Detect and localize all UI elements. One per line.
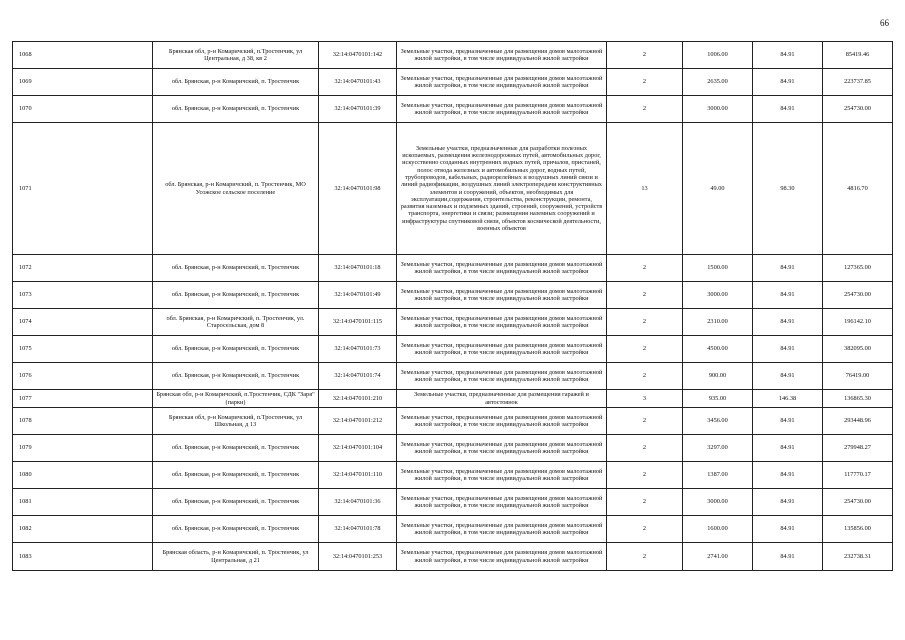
address-cell: обл. Брянская, р-н Комаричский, п. Тростенчик — [153, 96, 319, 123]
cadastral-number-cell: 32:14:0470101:253 — [319, 543, 397, 571]
address-cell: Брянская область, р-н Комаричский, п. Тростенчик, ул Центральная, д 21 — [153, 543, 319, 571]
land-use-cell: Земельные участки, предназначенные для размещения гаражей и автостоянок — [397, 390, 607, 408]
rate-cell: 84.91 — [753, 363, 823, 390]
table-row — [13, 282, 893, 309]
cadastral-number-cell: 32:14:0470101:49 — [319, 282, 397, 309]
cadastral-value-cell: 85419.46 — [823, 42, 893, 69]
cadastral-number-cell: 32:14:0470101:115 — [319, 309, 397, 336]
row-number: 1077 — [13, 390, 153, 408]
rate-cell: 84.91 — [753, 282, 823, 309]
table-row — [13, 309, 893, 336]
table-row — [13, 489, 893, 516]
area-cell: 935.00 — [683, 390, 753, 408]
address-cell: Брянская обл, р-н Комаричский, п.Тростенчик, ул Центральная, д 38, кв 2 — [153, 42, 319, 69]
rate-cell: 84.91 — [753, 42, 823, 69]
cadastral-number-cell: 32:14:0470101:98 — [319, 123, 397, 255]
group-cell: 2 — [607, 96, 683, 123]
cadastral-value-cell: 254730.00 — [823, 282, 893, 309]
cadastral-value-cell: 279948.27 — [823, 435, 893, 462]
land-use-cell: Земельные участки, предназначенные для размещения домов малоэтажной жилой застройки, в том числе индивидуальной жилой застройки — [397, 489, 607, 516]
area-cell: 3456.00 — [683, 408, 753, 435]
cadastral-number-cell: 32:14:0470101:212 — [319, 408, 397, 435]
address-cell: обл. Брянская, р-н Комаричский, п. Тростенчик — [153, 462, 319, 489]
area-cell: 2310.00 — [683, 309, 753, 336]
group-cell: 2 — [607, 69, 683, 96]
table-row — [13, 543, 893, 571]
address-cell: обл. Брянская, р-н Комаричский, п. Тростенчик — [153, 69, 319, 96]
cadastral-number-cell: 32:14:0470101:142 — [319, 42, 397, 69]
group-cell: 2 — [607, 309, 683, 336]
address-cell: обл. Брянская, р-н Комаричский, п. Тростенчик — [153, 255, 319, 282]
cadastral-number-cell: 32:14:0470101:74 — [319, 363, 397, 390]
group-cell: 2 — [607, 489, 683, 516]
address-cell: обл. Брянская, р-н Комаричский, п. Тростенчик, ул. Старосельская, дом 8 — [153, 309, 319, 336]
address-cell: Брянская обл, р-н Комаричский, п.Тростенчик, СДК "Заря" (парки) — [153, 390, 319, 408]
area-cell: 1600.00 — [683, 516, 753, 543]
table-row — [13, 69, 893, 96]
address-cell: обл. Брянская, р-н Комаричский, п. Тростенчик — [153, 435, 319, 462]
row-number: 1070 — [13, 96, 153, 123]
land-use-cell: Земельные участки, предназначенные для размещения домов малоэтажной жилой застройки, в том числе индивидуальной жилой застройки — [397, 543, 607, 571]
area-cell: 3000.00 — [683, 489, 753, 516]
row-number: 1068 — [13, 42, 153, 69]
rate-cell: 84.91 — [753, 462, 823, 489]
land-use-cell: Земельные участки, предназначенные для размещения домов малоэтажной жилой застройки, в том числе индивидуальной жилой застройки — [397, 435, 607, 462]
land-use-cell: Земельные участки, предназначенные для разработки полезных ископаемых, размещения железнодорожных путей, автомобильных дорог, искусственно созданных внутренних водных путей, причалов, пристаней, полос отвода железных и автомобильных дорог, водных путей, трубопроводов, кабельных, радиорелейных и воздушных линий связи и линий радиофикации, воздушных линий электропередачи конструктивных элементов и сооружений, объектов, необходимых для эксплуатации,содержания, строительства, реконструкции, ремонта, развития наземных и подземных зданий, строений, сооружений, устройств транспорта, энергетики и связи; размещения наземных сооружений и инфраструктуры спутниковой связи, объектов космической деятельности, военных объектов — [397, 123, 607, 255]
area-cell: 1006.00 — [683, 42, 753, 69]
cadastral-number-cell: 32:14:0470101:39 — [319, 96, 397, 123]
table-row — [13, 42, 893, 69]
cadastral-value-cell: 254730.00 — [823, 489, 893, 516]
cadastral-value-cell: 254730.00 — [823, 96, 893, 123]
table-row — [13, 123, 893, 255]
cadastral-number-cell: 32:14:0470101:18 — [319, 255, 397, 282]
group-cell: 2 — [607, 255, 683, 282]
rate-cell: 84.91 — [753, 309, 823, 336]
area-cell: 3297.00 — [683, 435, 753, 462]
table-row — [13, 363, 893, 390]
rate-cell: 84.91 — [753, 336, 823, 363]
cadastral-value-cell: 117770.17 — [823, 462, 893, 489]
group-cell: 3 — [607, 390, 683, 408]
row-number: 1078 — [13, 408, 153, 435]
group-cell: 2 — [607, 543, 683, 571]
cadastral-value-cell: 382095.00 — [823, 336, 893, 363]
area-cell: 4500.00 — [683, 336, 753, 363]
row-number: 1073 — [13, 282, 153, 309]
address-cell: обл. Брянская, р-н Комаричский, п. Тростенчик, МО Усожское сельское поселение — [153, 123, 319, 255]
land-use-cell: Земельные участки, предназначенные для размещения домов малоэтажной жилой застройки, в том числе индивидуальной жилой застройки — [397, 69, 607, 96]
cadastral-number-cell: 32:14:0470101:110 — [319, 462, 397, 489]
table-row — [13, 390, 893, 408]
rate-cell: 84.91 — [753, 435, 823, 462]
rate-cell: 84.91 — [753, 255, 823, 282]
land-use-cell: Земельные участки, предназначенные для размещения домов малоэтажной жилой застройки, в том числе индивидуальной жилой застройки — [397, 363, 607, 390]
land-use-cell: Земельные участки, предназначенные для размещения домов малоэтажной жилой застройки, в том числе индивидуальной жилой застройки — [397, 516, 607, 543]
table-row — [13, 516, 893, 543]
address-cell: Брянская обл, р-н Комаричский, п.Тростенчик, ул Школьная, д 13 — [153, 408, 319, 435]
cadastral-number-cell: 32:14:0470101:210 — [319, 390, 397, 408]
cadastral-value-cell: 136865.30 — [823, 390, 893, 408]
cadastral-value-cell: 76419.00 — [823, 363, 893, 390]
cadastral-value-cell: 4816.70 — [823, 123, 893, 255]
address-cell: обл. Брянская, р-н Комаричский, п. Тростенчик — [153, 363, 319, 390]
cadastral-value-cell: 127365.00 — [823, 255, 893, 282]
address-cell: обл. Брянская, р-н Комаричский, п. Тростенчик — [153, 336, 319, 363]
land-use-cell: Земельные участки, предназначенные для размещения домов малоэтажной жилой застройки, в том числе индивидуальной жилой застройки — [397, 408, 607, 435]
rate-cell: 146.38 — [753, 390, 823, 408]
group-cell: 2 — [607, 462, 683, 489]
row-number: 1076 — [13, 363, 153, 390]
row-number: 1075 — [13, 336, 153, 363]
group-cell: 2 — [607, 408, 683, 435]
address-cell: обл. Брянская, р-н Комаричский, п. Тростенчик — [153, 282, 319, 309]
rate-cell: 84.91 — [753, 543, 823, 571]
group-cell: 2 — [607, 363, 683, 390]
cadastral-value-cell: 196142.10 — [823, 309, 893, 336]
table-row — [13, 96, 893, 123]
area-cell: 2635.00 — [683, 69, 753, 96]
area-cell: 3000.00 — [683, 96, 753, 123]
area-cell: 1500.00 — [683, 255, 753, 282]
row-number: 1079 — [13, 435, 153, 462]
row-number: 1081 — [13, 489, 153, 516]
land-use-cell: Земельные участки, предназначенные для размещения домов малоэтажной жилой застройки, в том числе индивидуальной жилой застройки — [397, 255, 607, 282]
land-use-cell: Земельные участки, предназначенные для размещения домов малоэтажной жилой застройки, в том числе индивидуальной жилой застройки — [397, 462, 607, 489]
rate-cell: 84.91 — [753, 69, 823, 96]
cadastral-value-cell: 232738.31 — [823, 543, 893, 571]
row-number: 1069 — [13, 69, 153, 96]
address-cell: обл. Брянская, р-н Комаричский, п. Тростенчик — [153, 489, 319, 516]
rate-cell: 84.91 — [753, 96, 823, 123]
area-cell: 900.00 — [683, 363, 753, 390]
rate-cell: 84.91 — [753, 489, 823, 516]
table-row — [13, 336, 893, 363]
cadastral-number-cell: 32:14:0470101:104 — [319, 435, 397, 462]
group-cell: 2 — [607, 435, 683, 462]
land-use-cell: Земельные участки, предназначенные для размещения домов малоэтажной жилой застройки, в том числе индивидуальной жилой застройки — [397, 282, 607, 309]
area-cell: 49.00 — [683, 123, 753, 255]
cadastral-number-cell: 32:14:0470101:78 — [319, 516, 397, 543]
land-use-cell: Земельные участки, предназначенные для размещения домов малоэтажной жилой застройки, в том числе индивидуальной жилой застройки — [397, 336, 607, 363]
area-cell: 1387.00 — [683, 462, 753, 489]
cadastral-value-cell: 135856.00 — [823, 516, 893, 543]
row-number: 1072 — [13, 255, 153, 282]
group-cell: 2 — [607, 336, 683, 363]
table-row — [13, 462, 893, 489]
row-number: 1074 — [13, 309, 153, 336]
land-use-cell: Земельные участки, предназначенные для размещения домов малоэтажной жилой застройки, в том числе индивидуальной жилой застройки — [397, 309, 607, 336]
row-number: 1082 — [13, 516, 153, 543]
row-number: 1080 — [13, 462, 153, 489]
group-cell: 2 — [607, 282, 683, 309]
page-number: 66 — [880, 18, 889, 28]
cadastral-value-cell: 293448.96 — [823, 408, 893, 435]
land-use-cell: Земельные участки, предназначенные для размещения домов малоэтажной жилой застройки, в том числе индивидуальной жилой застройки — [397, 96, 607, 123]
row-number: 1083 — [13, 543, 153, 571]
table-row — [13, 255, 893, 282]
cadastral-number-cell: 32:14:0470101:43 — [319, 69, 397, 96]
rate-cell: 98.30 — [753, 123, 823, 255]
cadastral-value-table — [12, 41, 893, 571]
area-cell: 3000.00 — [683, 282, 753, 309]
group-cell: 13 — [607, 123, 683, 255]
table-row — [13, 408, 893, 435]
group-cell: 2 — [607, 516, 683, 543]
cadastral-value-cell: 223737.85 — [823, 69, 893, 96]
group-cell: 2 — [607, 42, 683, 69]
rate-cell: 84.91 — [753, 516, 823, 543]
land-use-cell: Земельные участки, предназначенные для размещения домов малоэтажной жилой застройки, в том числе индивидуальной жилой застройки — [397, 42, 607, 69]
row-number: 1071 — [13, 123, 153, 255]
cadastral-number-cell: 32:14:0470101:73 — [319, 336, 397, 363]
cadastral-number-cell: 32:14:0470101:36 — [319, 489, 397, 516]
rate-cell: 84.91 — [753, 408, 823, 435]
table-row — [13, 435, 893, 462]
area-cell: 2741.00 — [683, 543, 753, 571]
address-cell: обл. Брянская, р-н Комаричский, п. Тростенчик — [153, 516, 319, 543]
